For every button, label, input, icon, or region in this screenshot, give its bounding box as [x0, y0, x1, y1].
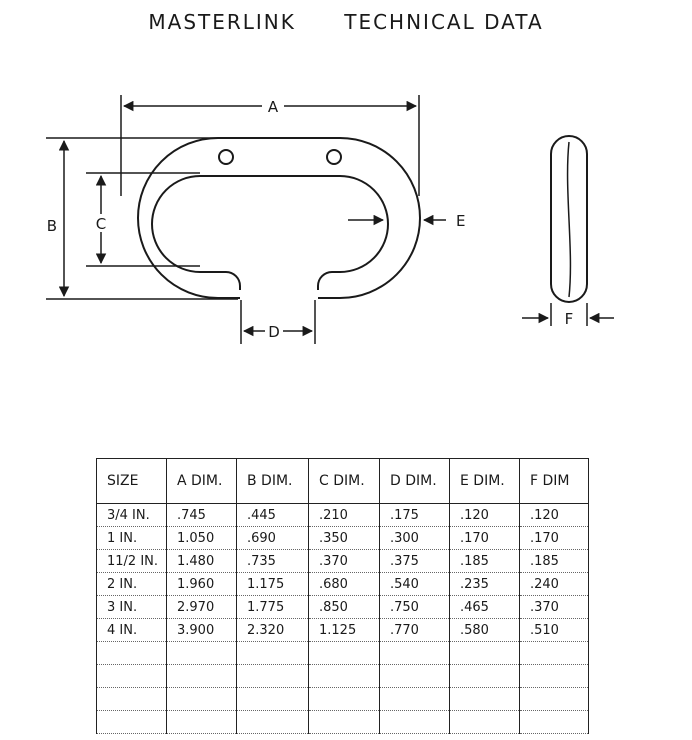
table-row: [97, 596, 589, 619]
cell-c: .350: [309, 527, 380, 550]
cell-c: 1.125: [309, 619, 380, 642]
table-row-empty: [97, 688, 589, 711]
cell-d: .175: [380, 504, 450, 527]
cell-size: 2 IN.: [97, 573, 167, 596]
link-outer-outline: [138, 138, 420, 298]
cell-e: .120: [450, 504, 520, 527]
cell-c: .680: [309, 573, 380, 596]
cell-c: .850: [309, 596, 380, 619]
cell-size: 3 IN.: [97, 596, 167, 619]
table-row-empty: [97, 642, 589, 665]
header-e-dim: E DIM.: [450, 459, 520, 504]
technical-data-table: [96, 458, 589, 734]
cell-a: 1.050: [167, 527, 237, 550]
header-f-dim: F DIM: [520, 459, 589, 504]
table-row-empty: [97, 711, 589, 734]
cell-a: 3.900: [167, 619, 237, 642]
cell-d: .540: [380, 573, 450, 596]
rivet-hole-right: [327, 150, 341, 164]
rivet-hole-left: [219, 150, 233, 164]
cell-a: 1.480: [167, 550, 237, 573]
label-c: C: [95, 215, 107, 233]
cell-size: 1 IN.: [97, 527, 167, 550]
cell-f: .510: [520, 619, 589, 642]
cell-e: .580: [450, 619, 520, 642]
cell-f: .120: [520, 504, 589, 527]
table-row: [97, 504, 589, 527]
title-word-technical-data: TECHNICAL DATA: [344, 10, 544, 34]
title-word-masterlink: MASTERLINK: [148, 10, 296, 34]
cell-e: .465: [450, 596, 520, 619]
cell-e: .185: [450, 550, 520, 573]
cell-d: .375: [380, 550, 450, 573]
table-row: [97, 550, 589, 573]
cell-b: 2.320: [237, 619, 309, 642]
header-d-dim: D DIM.: [380, 459, 450, 504]
label-f: F: [564, 310, 574, 328]
cell-f: .170: [520, 527, 589, 550]
cell-size: 4 IN.: [97, 619, 167, 642]
cell-a: 1.960: [167, 573, 237, 596]
cell-size: 11/2 IN.: [97, 550, 167, 573]
table-row: [97, 619, 589, 642]
table-header-row: [97, 459, 589, 504]
header-a-dim: A DIM.: [167, 459, 237, 504]
cell-c: .210: [309, 504, 380, 527]
cell-d: .300: [380, 527, 450, 550]
cell-e: .170: [450, 527, 520, 550]
cell-e: .235: [450, 573, 520, 596]
cell-d: .750: [380, 596, 450, 619]
cell-c: .370: [309, 550, 380, 573]
link-inner-outline: [152, 176, 388, 290]
cell-b: 1.775: [237, 596, 309, 619]
cell-size: 3/4 IN.: [97, 504, 167, 527]
header-c-dim: C DIM.: [309, 459, 380, 504]
header-size: SIZE: [97, 459, 167, 504]
cell-b: .735: [237, 550, 309, 573]
cell-f: .370: [520, 596, 589, 619]
cell-f: .185: [520, 550, 589, 573]
cell-b: .690: [237, 527, 309, 550]
cell-d: .770: [380, 619, 450, 642]
cell-b: 1.175: [237, 573, 309, 596]
header-b-dim: B DIM.: [237, 459, 309, 504]
table-row-empty: [97, 665, 589, 688]
cell-a: 2.970: [167, 596, 237, 619]
cell-b: .445: [237, 504, 309, 527]
table-row: [97, 573, 589, 596]
label-b: B: [46, 217, 57, 235]
table-row: [97, 527, 589, 550]
label-a: A: [267, 98, 279, 116]
cell-a: .745: [167, 504, 237, 527]
label-e: E: [456, 212, 466, 230]
cell-f: .240: [520, 573, 589, 596]
label-d: D: [268, 323, 280, 341]
